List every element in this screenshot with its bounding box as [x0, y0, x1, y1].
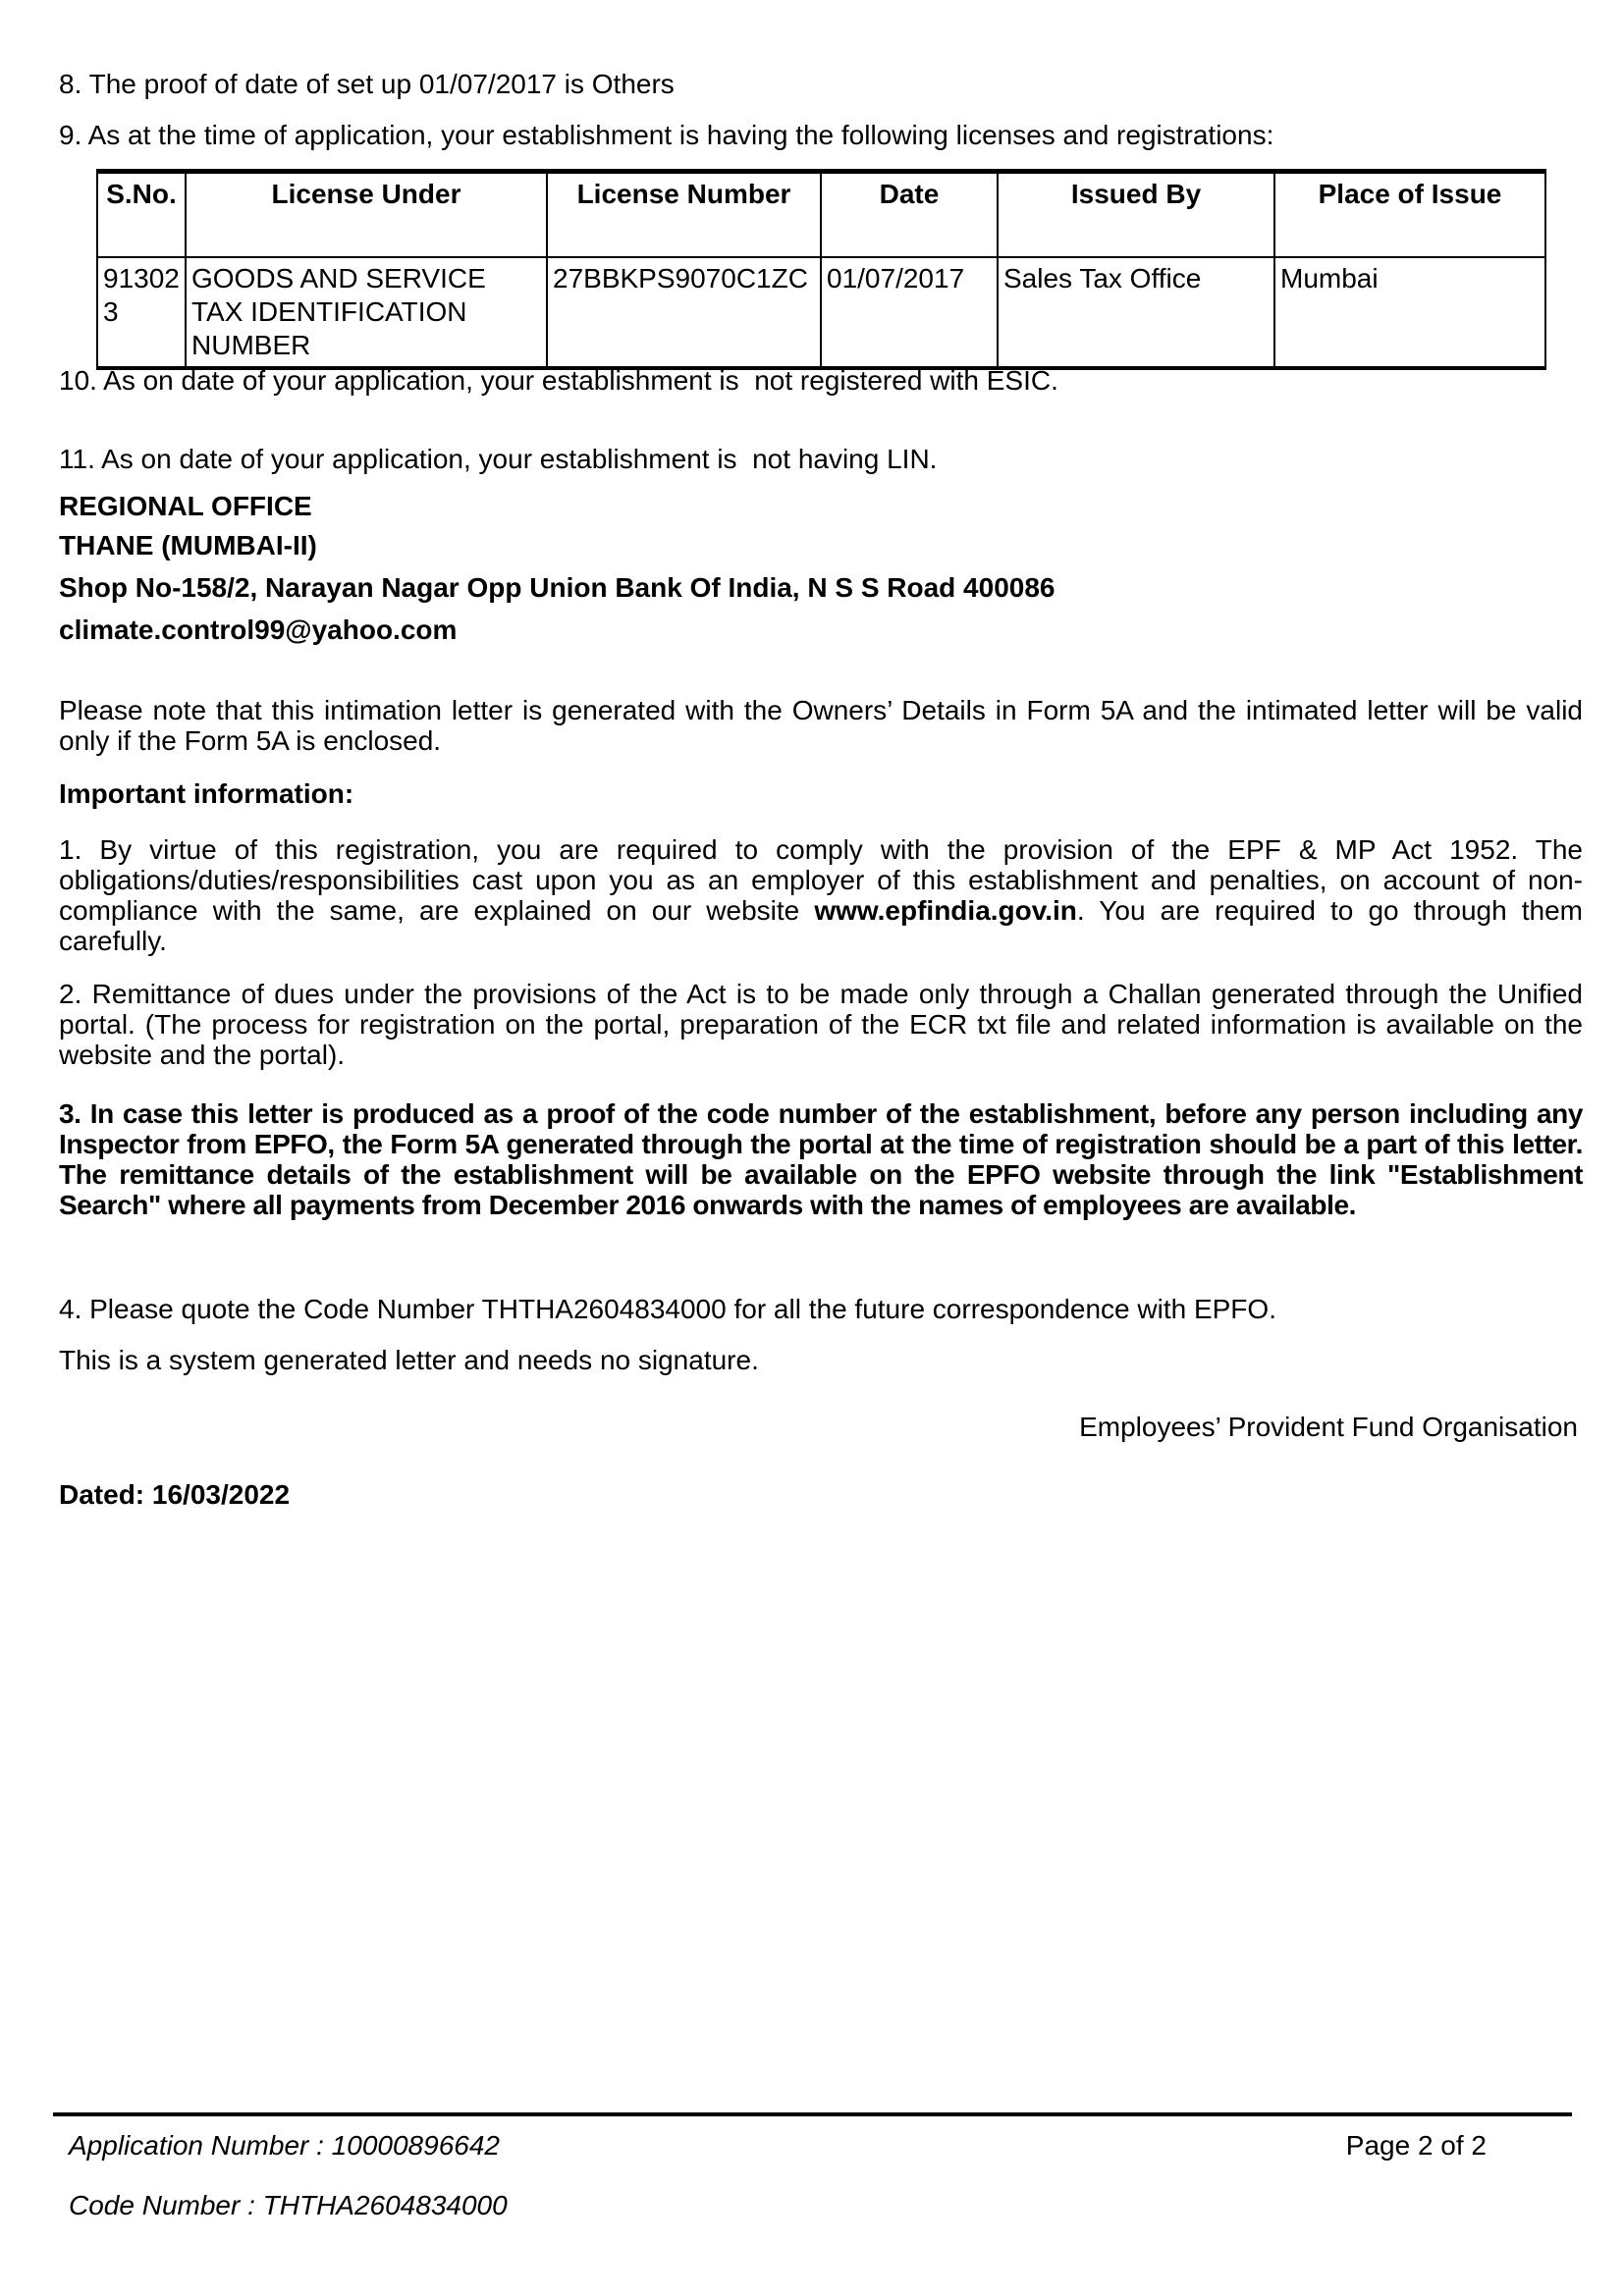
regional-office-email: climate.control99@yahoo.com	[59, 614, 458, 645]
cell-license-number: 27BBKPS9070C1ZC	[547, 257, 821, 368]
lin-status-line: 11. As on date of your application, your establishment is not having LIN.	[59, 444, 938, 474]
obligations-text-before: 1. By virtue of this registration, you are required to comply with the provision of the EPF & MP Act 1952. The obligations/duties/responsibilities cast upon you as an employer of this establishment and penalties, on account of non-compliance with the same, are explained on our website	[59, 834, 1583, 926]
table-header-row	[97, 172, 1545, 258]
note-paragraph: Please note that this intimation letter is generated with the Owners’ Details in Form 5A and the intimated letter will be valid only if the Form 5A is enclosed.	[59, 695, 1583, 756]
cell-sno: 913023	[97, 257, 186, 368]
regional-office-title: REGIONAL OFFICE	[59, 491, 312, 521]
col-header-license-under: License Under	[186, 172, 547, 258]
footer-page-number: Page 2 of 2	[1345, 2130, 1487, 2161]
cell-date: 01/07/2017	[821, 257, 998, 368]
footer-code-number: Code Number : THTHA2604834000	[69, 2190, 508, 2220]
esic-status-line: 10. As on date of your application, your establishment is not registered with ESIC.	[59, 365, 1058, 396]
epfindia-website-text: www.epfindia.gov.in	[814, 895, 1077, 926]
regional-office-address: Shop No-158/2, Narayan Nagar Opp Union Bank Of India, N S S Road 400086	[59, 572, 1056, 603]
registration-obligations-paragraph	[59, 834, 1583, 956]
col-header-issued-by: Issued By	[998, 172, 1274, 258]
code-proof-paragraph: 3. In case this letter is produced as a proof of the code number of the establishment, before any person including any Inspector from EPFO, the Form 5A generated through the portal at the time of registration should be a part of this letter. The remittance details of the establishment will be available on the EPFO website through the link "Establishment Search" where all payments from December 2016 onwards with the names of employees are available.	[59, 1098, 1583, 1220]
quote-code-number-line: 4. Please quote the Code Number THTHA2604834000 for all the future correspondence with EPFO.	[59, 1294, 1276, 1324]
col-header-license-number: License Number	[547, 172, 821, 258]
dated-line: Dated: 16/03/2022	[59, 1479, 291, 1510]
cell-issued-by: Sales Tax Office	[998, 257, 1274, 368]
important-information-heading: Important information:	[59, 778, 354, 809]
licenses-intro-line: 9. As at the time of application, your establishment is having the following licenses and registrations:	[59, 120, 1274, 150]
cell-place-of-issue: Mumbai	[1274, 257, 1545, 368]
system-generated-line: This is a system generated letter and needs no signature.	[59, 1345, 759, 1375]
obligations-text-after: . You are required to go through them carefully.	[59, 895, 1584, 956]
col-header-sno: S.No.	[97, 172, 186, 258]
footer-application-number: Application Number : 10000896642	[69, 2130, 500, 2161]
proof-of-date-line: 8. The proof of date of set up 01/07/2017 is Others	[59, 69, 675, 99]
licenses-table	[96, 169, 1546, 370]
table-row	[97, 257, 1545, 368]
remittance-paragraph: 2. Remittance of dues under the provisions of the Act is to be made only through a Challan generated through the Unified portal. (The process for registration on the portal, preparation of the ECR txt file and related information is available on the website and the portal).	[59, 979, 1583, 1070]
col-header-date: Date	[821, 172, 998, 258]
footer-divider	[53, 2112, 1572, 2116]
organisation-signature: Employees’ Provident Fund Organisation	[1079, 1412, 1578, 1442]
regional-office-branch: THANE (MUMBAI-II)	[59, 530, 317, 561]
cell-license-under: GOODS AND SERVICE TAX IDENTIFICATION NUMBER	[186, 257, 547, 368]
col-header-place-of-issue: Place of Issue	[1274, 172, 1545, 258]
